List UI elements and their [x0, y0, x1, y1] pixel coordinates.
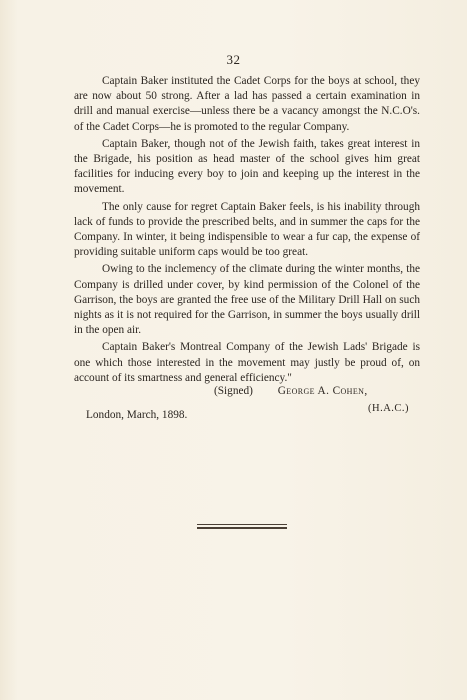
page-number: 32 [226, 52, 241, 67]
paragraph-cadet-corps: Captain Baker instituted the Cadet Corps for the boys at school, they are now about 50 strong. After a lad has passed a certain examination in drill and manual exercise—unless there be a vacancy amongst the N.C.O's. of the Cadet Corps—he is promoted to the regular Company. [74, 75, 420, 133]
divider-thin-line [197, 524, 287, 525]
section-divider [197, 524, 287, 529]
signature-line [214, 385, 368, 397]
place-date: London, March, 1898. [86, 409, 188, 421]
paragraph-regret: The only cause for regret Captain Baker feels, is his inability through lack of funds to provide the prescribed belts, and in summer the caps for the Company. In winter, it being indispensible to wear a fur cap, the expense of providing suitable uniform caps would be too great. [74, 200, 420, 259]
paragraph-climate: Owing to the inclemency of the climate during the winter months, the Company is drilled under cover, by kind permission of the Colonel of the Garrison, the boys are granted the free use of the Military Drill Hall on such nights as it is not required for the Garrison, in summer the boys usually drill in the open air. [74, 263, 420, 337]
paragraph-conclusion: Captain Baker's Montreal Company of the Jewish Lads' Brigade is one which those interested in the movement may justly be proud of, on account of its smartness and general efficiency." [74, 341, 420, 384]
paragraph-interest: Captain Baker, though not of the Jewish faith, takes great interest in the Brigade, his position as head master of the school gives him great facilities for inducing every boy to join and keeping up the interest in the movement. [74, 137, 420, 196]
divider-thick-line [197, 527, 287, 529]
signer-title: (H.A.C.) [368, 403, 410, 414]
signed-label: (Signed) [214, 385, 253, 397]
body-text [74, 74, 420, 388]
signer-name: George A. Cohen, [277, 385, 368, 397]
